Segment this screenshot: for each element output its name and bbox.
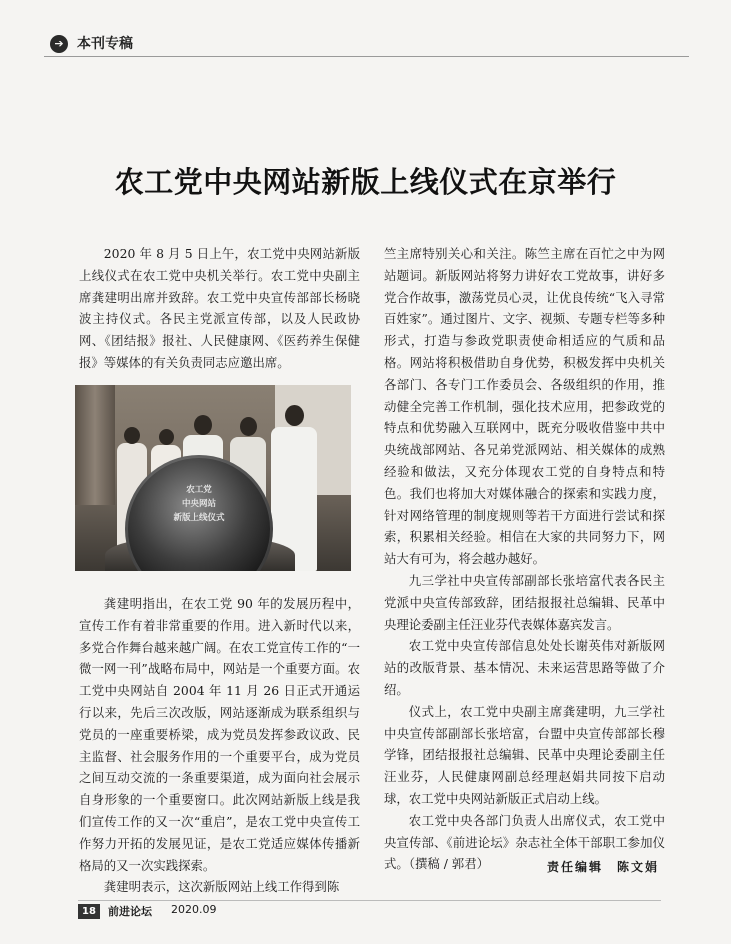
paragraph: 龚建明表示，这次新版网站上线工作得到陈 [103, 879, 340, 895]
globe-text: 农工党 中央网站 新版上线仪式 [173, 485, 225, 523]
section-label: 本刊专稿 [77, 36, 133, 52]
photo-head [124, 427, 140, 444]
editor-credit: 责任编辑 陈文娟 [546, 860, 659, 874]
publication-name: 前进论坛 [108, 905, 152, 918]
page-footer [78, 900, 661, 924]
paragraph: 九三学社中央宣传部副部长张培富代表各民主党派中央宣传部致辞，团结报报社总编辑、民革中央理论委副主任汪业芬代表媒体嘉宾发言。 [384, 572, 665, 632]
paragraph: 龚建明指出，在农工党 90 年的发展历程中，宣传工作有着非常重要的作用。进入新时代以来，多党合作舞台越来越广阔。在农工党宣传工作的“一微一网一刊”战略布局中，网站是一个重要方面。农工党中央网站自 2004 年 11 月 26 日正式开通运行以来，先后三次改版，网站逐渐成为联系组织与党员的一座重要桥梁，成为党员发挥参政议政、民主监督、社会服务作用的一个重要平台，成为党员之间互动交流的一条重要渠道，成为面向社会展示自身形象的一个重要窗口。此次网站新版上线是我们宣传工作的又一次“重启”，是农工党中央宣传工作努力开拓的发展见证，是农工党适应媒体传播新格局的又一次实践探索。 [79, 596, 360, 873]
paragraph: 农工党中央各部门负责人出席仪式，农工党中央宣传部、《前进论坛》杂志社全体干部职工参加仪式。（撰稿 / 郭君） [384, 812, 665, 872]
paragraph: 2020 年 8 月 5 日上午，农工党中央网站新版上线仪式在农工党中央机关举行。农工党中央副主席龚建明出席并致辞。农工党中央宣传部部长杨晓波主持仪式。各民主党派宣传部，以及人民政协网、《团结报》报社、人民健康网、《医药养生保健报》等媒体的有关负责同志应邀出席。 [79, 246, 360, 370]
photo-head [240, 417, 257, 436]
column-right [384, 243, 665, 875]
event-photo [75, 385, 351, 571]
photo-head [285, 405, 304, 426]
section-header [44, 33, 689, 59]
column-left-bottom [79, 593, 360, 898]
photo-curtain [75, 385, 115, 505]
column-left-top [79, 243, 360, 374]
page-number: 18 [78, 904, 100, 919]
footer-divider [78, 900, 661, 901]
issue-date: 2020.09 [171, 903, 217, 916]
paragraph: 竺主席特别关心和关注。陈竺主席在百忙之中为网站题词。新版网站将努力讲好农工党故事，讲好多党合作故事，激荡党员心灵，让优良传统“飞入寻常百姓家”。通过图片、文字、视频、专题专栏等多种形式，打造与参政党职责使命相适应的气质和品格。网站将积极借助自身优势，积极发挥中央机关各部门、各专门工作委员会、各级组织的作用，推动健全完善工作机制，强化技术应用，把参政党的特点和优势融入互联网中，既充分吸收借鉴中共中央统战部网站、各兄弟党派网站、相关媒体的成熟经验和做法，又充分体现农工党的自身特点和特色。我们也将加大对媒体融合的探索和实践力度，针对网络管理的制度规则等若干方面进行尝试和探索，积累相关经验。相信在大家的共同努力下，网站大有可为，将会越办越好。 [384, 246, 665, 567]
arrow-circle-icon: ➔ [50, 35, 68, 53]
photo-head [194, 415, 212, 435]
photo-head [159, 429, 174, 445]
paragraph: 仪式上，农工党中央副主席龚建明，九三学社中央宣传部副部长张培富，台盟中央宣传部部长穆学锋，团结报报社总编辑、民革中央理论委副主任汪业芬，人民健康网副总经理赵娟共同按下启动球，农工党中央网站新版正式启动上线。 [384, 703, 665, 806]
paragraph: 农工党中央宣传部信息处处长谢英伟对新版网站的改版背景、基本情况、未来运营思路等做了介绍。 [384, 638, 665, 697]
article-title: 农工党中央网站新版上线仪式在京举行 [114, 165, 617, 199]
header-divider [44, 56, 689, 57]
